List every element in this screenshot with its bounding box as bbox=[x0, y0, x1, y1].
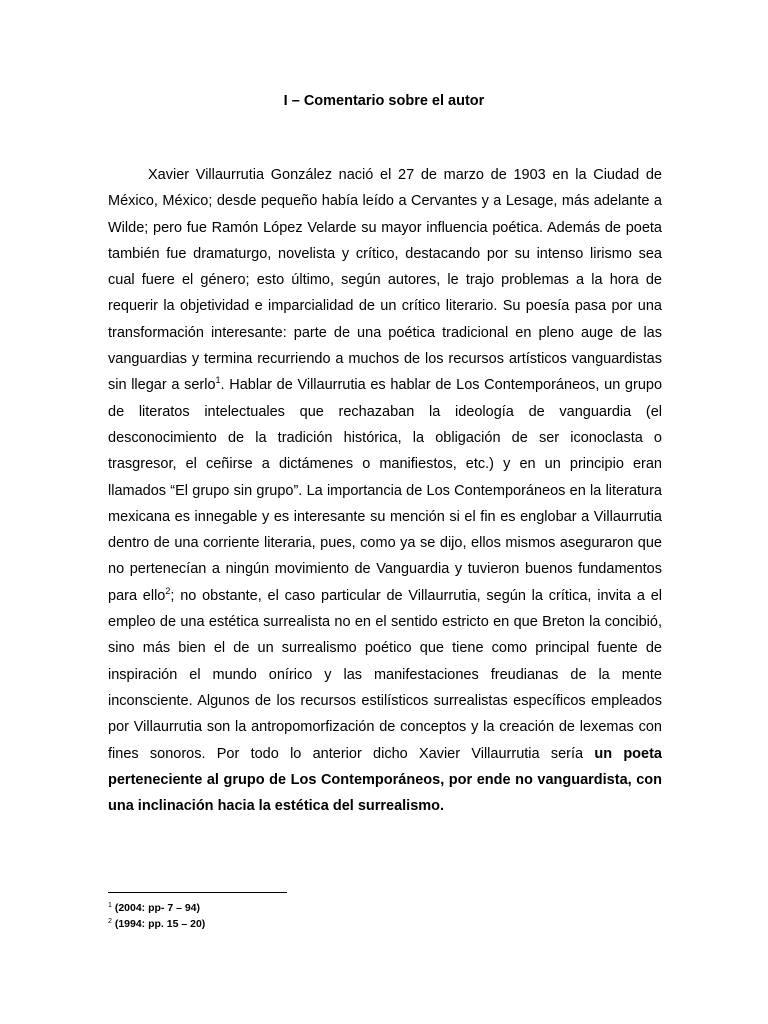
footnote-text-2: (1994: pp. 15 – 20) bbox=[111, 918, 206, 930]
body-paragraph bbox=[108, 162, 662, 819]
footnote-2 bbox=[108, 916, 205, 932]
footnote-marker-2: 2 bbox=[108, 918, 112, 925]
footnotes bbox=[108, 900, 205, 932]
footnote-1 bbox=[108, 900, 205, 916]
footnote-ref-1[interactable]: 1 bbox=[215, 375, 221, 386]
footnote-ref-2[interactable]: 2 bbox=[165, 585, 171, 596]
paragraph-text-part3: ; no obstante, el caso particular de Villaurrutia, según la crítica, invita a el empleo de una estética surrealista no en el sentido estricto en que Breton la concibió, sino más bien el de un surrealismo poético que tiene como principal fuente de inspiración el mundo onírico y las manifestaciones freudianas de la mente inconsciente. Algunos de los recursos estilísticos surrealistas específicos empleados por Villaurrutia son la antropomorfización de conceptos y la creación de lexemas con fines sonoros. Por todo lo anterior dicho Xavier Villaurrutia sería bbox=[108, 587, 662, 762]
paragraph-text-part1: Xavier Villaurrutia González nació el 27 de marzo de 1903 en la Ciudad de México, México; desde pequeño había leído a Cervantes y a Lesage, más adelante a Wilde; pero fue Ramón López Velarde su mayor influencia poética. Además de poeta también fue dramaturgo, novelista y crítico, destacando por su intenso lirismo sea cual fuere el género; esto último, según autores, le trajo problemas a la hora de requerir la objetividad e imparcialidad de un crítico literario. Su poesía pasa por una transformación interesante: parte de una poética tradicional en pleno auge de las vanguardias y termina recurriendo a muchos de los recursos artísticos vanguardistas sin llegar a serlo bbox=[108, 167, 662, 394]
footnote-text-1: (2004: pp- 7 – 94) bbox=[111, 902, 201, 914]
footnote-separator bbox=[108, 892, 287, 893]
footnote-marker-1: 1 bbox=[108, 902, 112, 909]
paragraph-text-part2: . Hablar de Villaurrutia es hablar de Los Contemporáneos, un grupo de literatos intelectuales que rechazaban la ideología de vanguardia (el desconocimiento de la tradición histórica, la obligación de ser iconoclasta o trasgresor, el ceñirse a dictámenes o manifiestos, etc.) y en un principio eran llamados “El grupo sin grupo”. La importancia de Los Contemporáneos en la literatura mexicana es innegable y es interesante su mención si el fin es englobar a Villaurrutia dentro de una corriente literaria, pues, como ya se dijo, ellos mismos aseguraron que no pertenecían a ningún movimiento de Vanguardia y tuvieron buenos fundamentos para ello bbox=[108, 377, 663, 604]
bold-conclusion: un poeta perteneciente al grupo de Los Contemporáneos, por ende no vanguardista, con una inclinación hacia la estética del surrealismo. bbox=[108, 745, 662, 815]
section-heading: I – Comentario sobre el autor bbox=[283, 93, 485, 109]
